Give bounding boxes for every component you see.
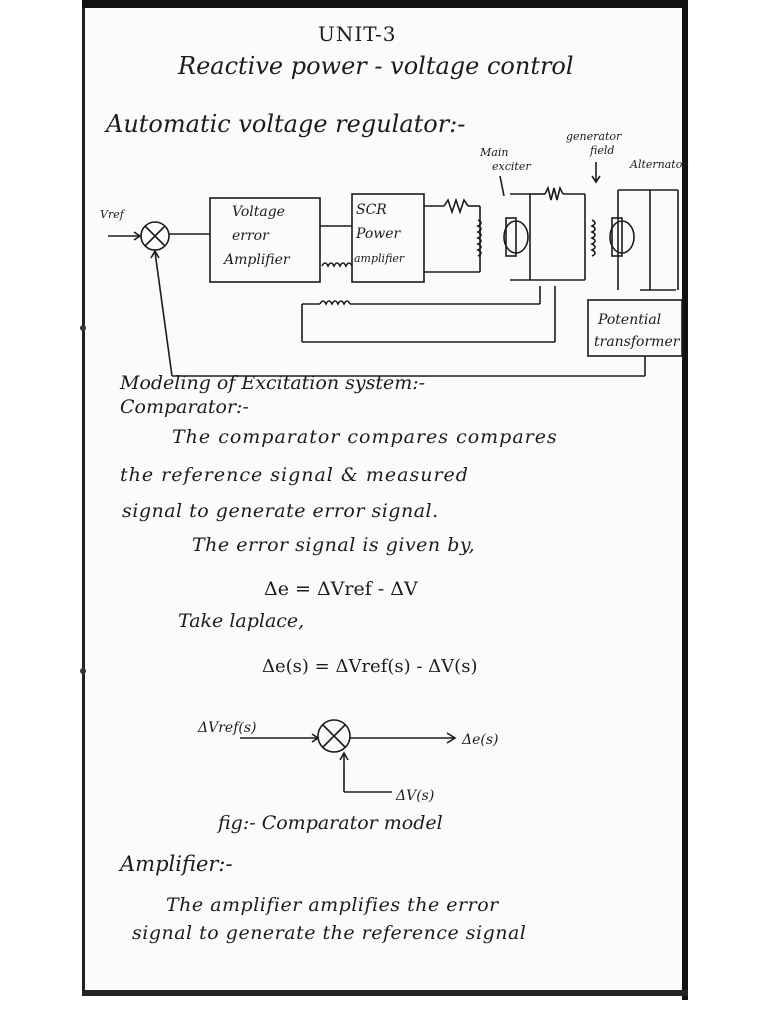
avr-block-diagram bbox=[0, 0, 768, 400]
equation-laplace: Δe(s) = ΔVref(s) - ΔV(s) bbox=[262, 656, 478, 677]
vea-line-3: Amplifier bbox=[224, 252, 290, 268]
page-bottom-edge bbox=[82, 990, 688, 996]
input-label: ΔVref(s) bbox=[198, 720, 257, 736]
vea-line-2: error bbox=[232, 228, 269, 244]
feedback-label: ΔV(s) bbox=[396, 788, 435, 804]
unit-title: UNIT-3 bbox=[318, 22, 397, 46]
comparator-text-line: The comparator compares compares bbox=[172, 426, 558, 448]
pt-line-1: Potential bbox=[598, 312, 662, 328]
chapter-title: Reactive power - voltage control bbox=[178, 52, 574, 80]
gen-field-line-2: field bbox=[590, 144, 615, 157]
equation-error: Δe = ΔVref - ΔV bbox=[264, 578, 418, 600]
section-heading-avr: Automatic voltage regulator:- bbox=[106, 110, 466, 138]
comparator-text-line: signal to generate error signal. bbox=[122, 500, 439, 522]
section-heading-modeling: Modeling of Excitation system:- bbox=[120, 372, 426, 394]
scr-line-3: amplifier bbox=[354, 252, 405, 265]
alternator-label: Alternator bbox=[630, 158, 688, 171]
vea-line-1: Voltage bbox=[232, 204, 285, 220]
figure-caption: fig:- Comparator model bbox=[218, 812, 443, 834]
subheading-comparator: Comparator:- bbox=[120, 396, 249, 418]
scr-line-2: Power bbox=[356, 226, 401, 242]
scr-line-1: SCR bbox=[356, 202, 387, 218]
amplifier-text-line: signal to generate the reference signal bbox=[132, 922, 527, 944]
pt-line-2: transformer bbox=[594, 334, 680, 350]
comparator-text-line: the reference signal & measured bbox=[120, 464, 469, 486]
gen-field-line-1: generator bbox=[566, 130, 622, 143]
amplifier-text-line: The amplifier amplifies the error bbox=[166, 894, 499, 916]
vref-label: Vref bbox=[100, 208, 124, 221]
binding-hole bbox=[80, 668, 86, 674]
error-signal-line: The error signal is given by, bbox=[192, 534, 476, 556]
main-exciter-line-2: exciter bbox=[492, 160, 531, 173]
main-exciter-line-1: Main bbox=[480, 146, 509, 159]
laplace-line: Take laplace, bbox=[178, 610, 305, 632]
section-heading-amplifier: Amplifier:- bbox=[120, 852, 233, 876]
output-label: Δe(s) bbox=[462, 732, 499, 748]
